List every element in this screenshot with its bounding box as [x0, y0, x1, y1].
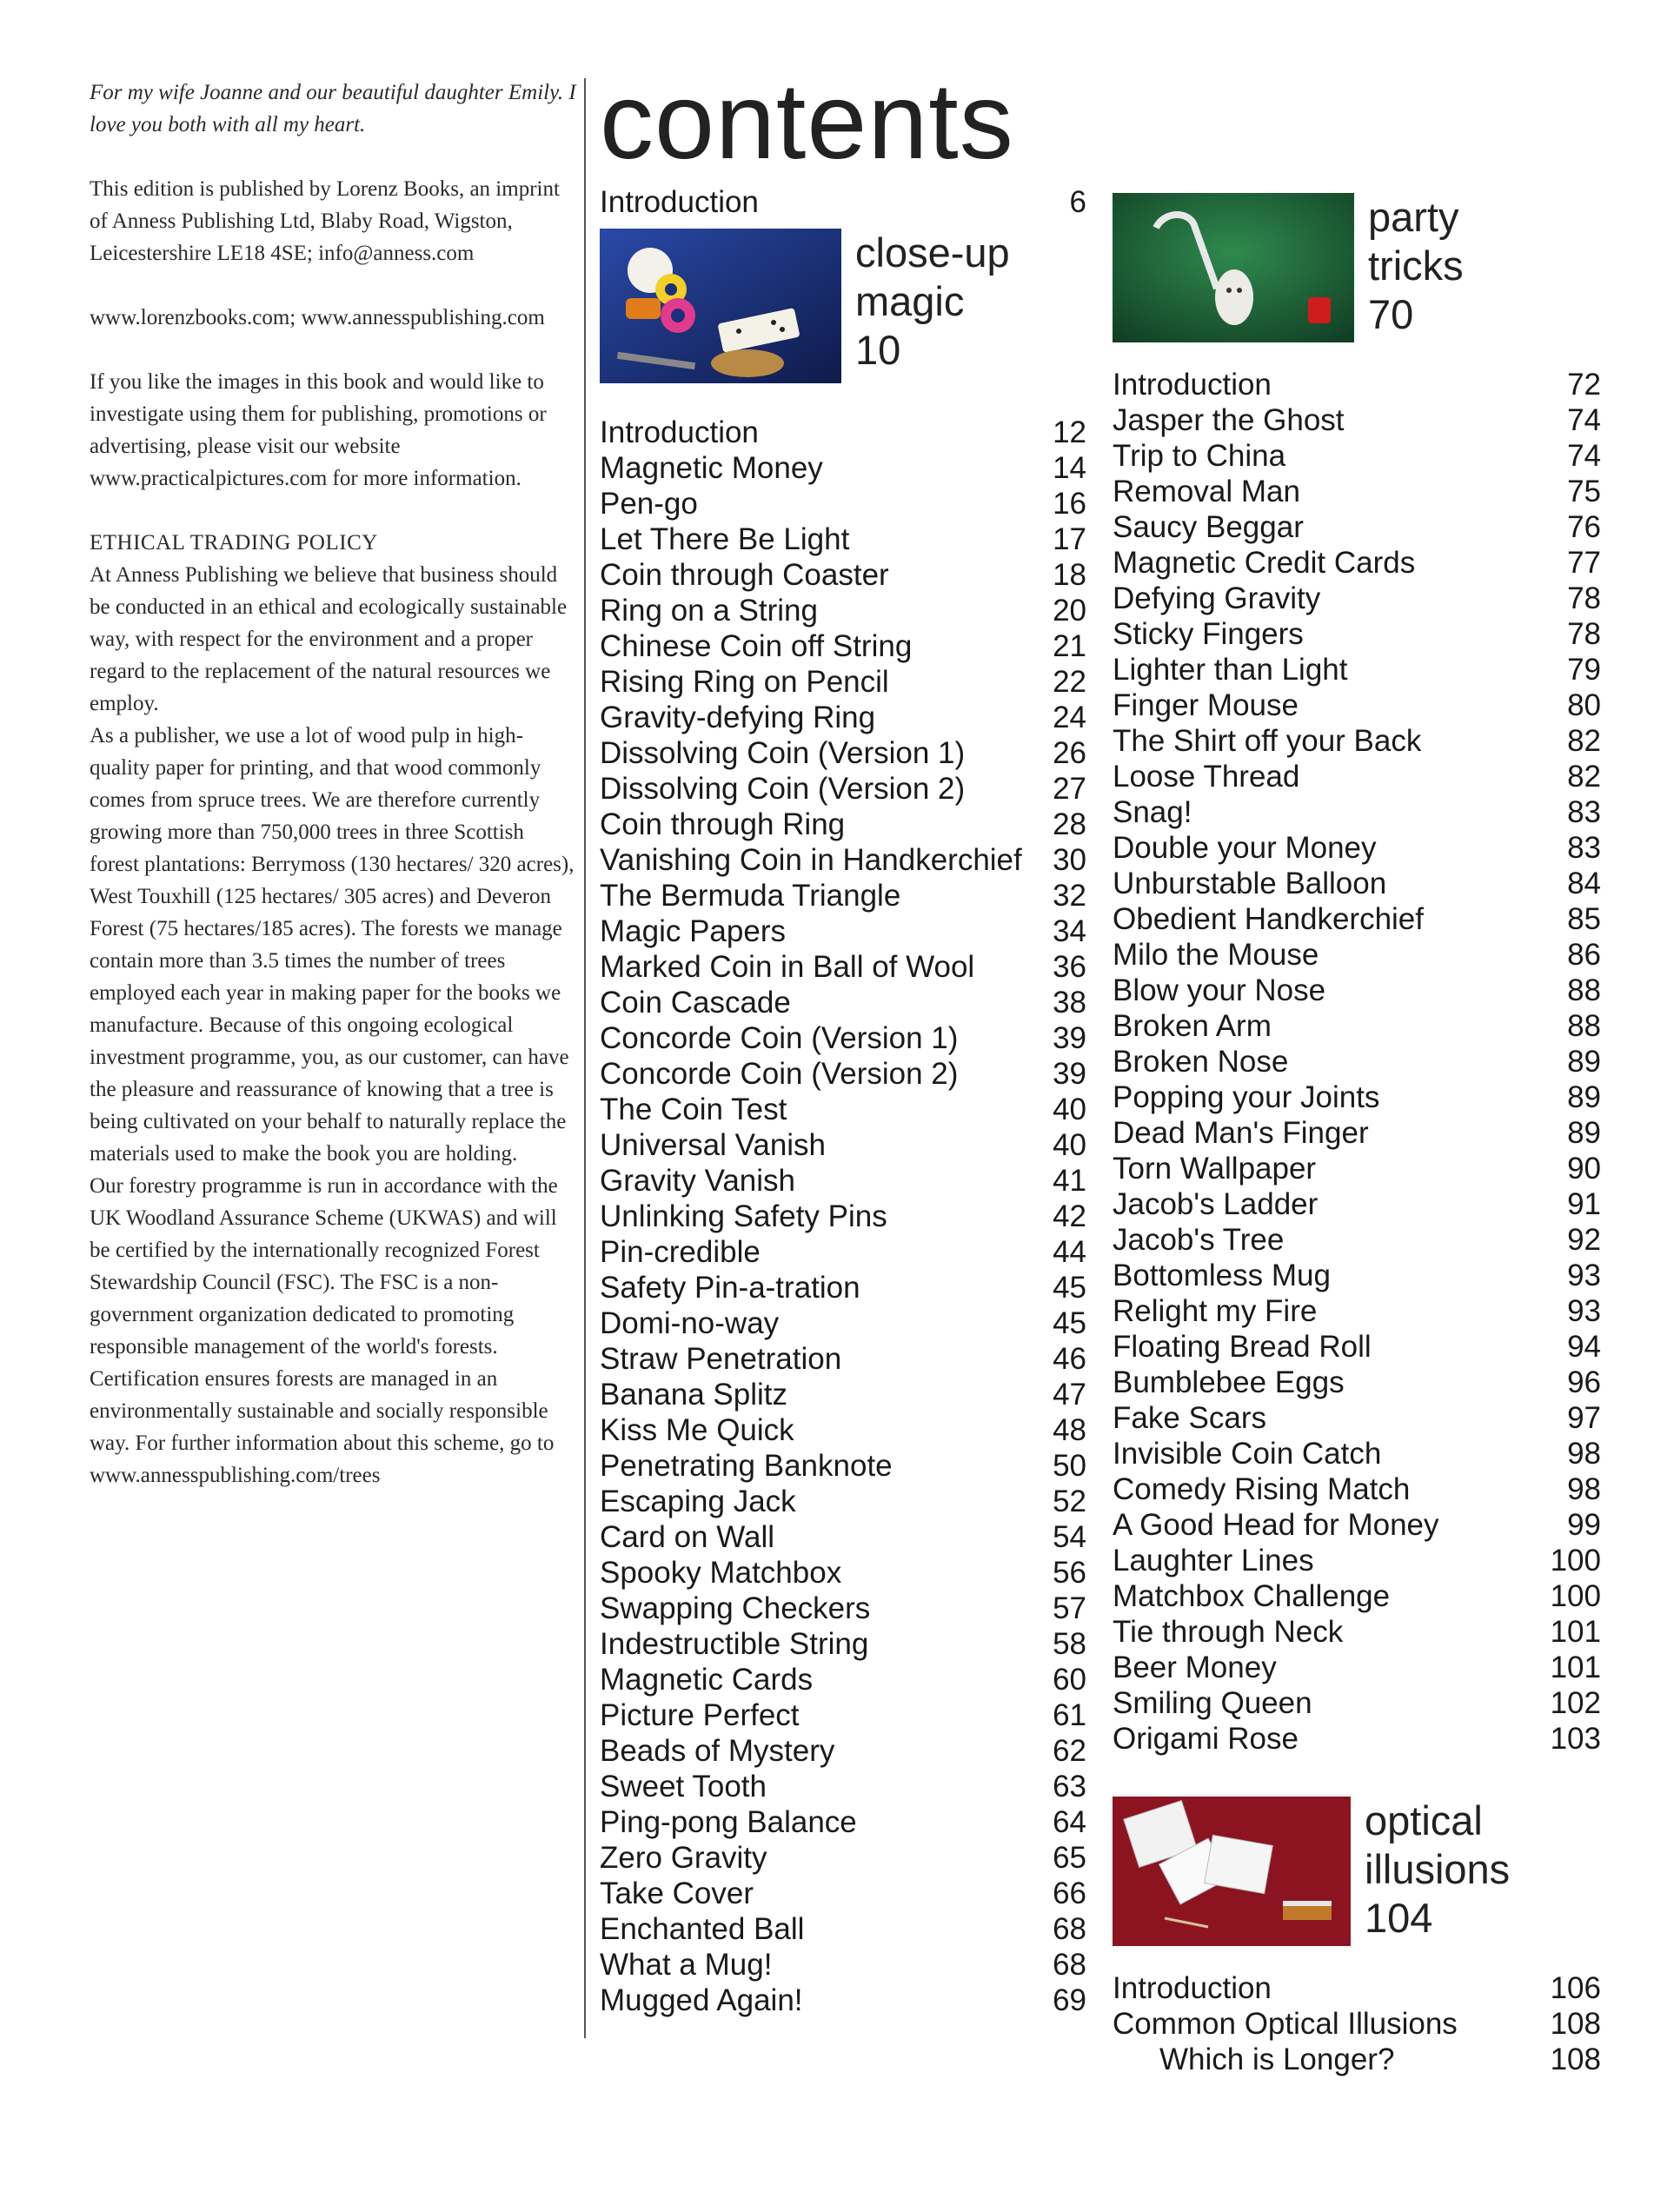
toc-entry[interactable]	[600, 1448, 1086, 1484]
entry-page: 40	[1053, 1128, 1086, 1162]
section-page: 104	[1365, 1895, 1433, 1941]
toc-entry[interactable]	[600, 1305, 1086, 1341]
entry-page: 97	[1567, 1401, 1601, 1435]
toc-entry[interactable]	[1113, 901, 1601, 937]
entry-title: Take Cover	[600, 1877, 754, 1910]
entry-page: 69	[1053, 1983, 1086, 2017]
contents-title: contents	[600, 62, 1014, 182]
entry-title: Straw Penetration	[600, 1342, 842, 1376]
entry-page: 40	[1053, 1093, 1086, 1126]
toc-entry[interactable]	[1113, 402, 1601, 438]
toc-entry[interactable]	[600, 807, 1086, 842]
toc-entry[interactable]	[1113, 1365, 1601, 1400]
entry-title: Sticky Fingers	[1113, 617, 1304, 651]
entry-page: 17	[1053, 522, 1086, 556]
entry-page: 108	[1550, 2043, 1601, 2076]
entry-page: 32	[1053, 879, 1086, 913]
policy-paragraph-1: At Anness Publishing we believe that business should be conducted in an ethical and ecologically sustainable way, with respect for the environment and a proper regard to the replacement of the natural resources we employ.	[90, 563, 568, 715]
entry-page: 91	[1567, 1187, 1601, 1221]
toc-entry[interactable]	[1113, 1044, 1601, 1079]
toc-entry[interactable]	[1113, 1400, 1601, 1436]
entry-page: 14	[1053, 451, 1086, 485]
images-note: If you like the images in this book and would like to investigate using them for publishing, promotions or advertising, please visit our website www.practicalpictures.com for more information.	[90, 370, 547, 490]
entry-page: 93	[1567, 1294, 1601, 1328]
entry-page: 89	[1567, 1080, 1601, 1114]
optical-illusions-entries	[1113, 1970, 1601, 2077]
toc-entry[interactable]	[600, 557, 1086, 593]
entry-page: 65	[1053, 1841, 1086, 1875]
entry-title: Domi-no-way	[600, 1306, 780, 1340]
entry-page: 78	[1567, 617, 1601, 651]
entry-page: 45	[1053, 1306, 1086, 1340]
entry-page: 88	[1567, 1009, 1601, 1043]
toc-entry[interactable]	[600, 1840, 1086, 1876]
toc-entry[interactable]	[600, 1377, 1086, 1412]
entry-page: 77	[1567, 546, 1601, 580]
entry-title: Chinese Coin off String	[600, 629, 913, 663]
toc-entry[interactable]	[1113, 794, 1601, 830]
entry-title: Origami Rose	[1113, 1722, 1299, 1756]
toc-entry[interactable]	[600, 1092, 1086, 1127]
entry-title: Swapping Checkers	[600, 1591, 871, 1625]
entry-title: Ping-pong Balance	[600, 1805, 857, 1839]
toc-entry[interactable]	[600, 1412, 1086, 1448]
entry-page: 68	[1053, 1912, 1086, 1946]
entry-page: 99	[1567, 1508, 1601, 1542]
entry-page: 48	[1053, 1413, 1086, 1447]
entry-page: 98	[1567, 1472, 1601, 1506]
toc-entry[interactable]	[600, 1519, 1086, 1555]
entry-title: Broken Nose	[1113, 1045, 1289, 1079]
toc-entry[interactable]	[600, 1662, 1086, 1697]
entry-page: 6	[1069, 185, 1086, 219]
entry-title: Defying Gravity	[1113, 581, 1321, 615]
entry-title: The Shirt off your Back	[1113, 724, 1422, 758]
toc-entry[interactable]	[600, 1056, 1086, 1092]
toc-entry[interactable]	[600, 521, 1086, 557]
publisher-info: This edition is published by Lorenz Books, an imprint of Anness Publishing Ltd, Blaby Road, Wigston, Leicestershire LE18 4SE; info@anness.com	[90, 177, 560, 265]
section-page: 10	[855, 327, 901, 373]
entry-page: 75	[1567, 475, 1601, 508]
entry-page: 83	[1567, 831, 1601, 865]
toc-entry[interactable]	[600, 1163, 1086, 1199]
entry-page: 66	[1053, 1877, 1086, 1910]
toc-entry[interactable]	[1113, 367, 1601, 402]
section-optical-illusions[interactable]	[1113, 1797, 1601, 1946]
toc-entry[interactable]	[600, 1911, 1086, 1947]
entry-title: Introduction	[600, 415, 759, 449]
entry-title: Vanishing Coin in Handkerchief	[600, 843, 1022, 877]
entry-title: Gravity Vanish	[600, 1164, 795, 1198]
section-heading: party tricks 70	[1368, 194, 1464, 337]
entry-page: 16	[1053, 487, 1086, 521]
entry-title: Mugged Again!	[600, 1983, 803, 2017]
entry-page: 44	[1053, 1235, 1086, 1269]
toc-entry[interactable]	[600, 985, 1086, 1020]
entry-page: 88	[1567, 973, 1601, 1007]
toc-entry[interactable]	[1113, 1471, 1601, 1507]
entry-title: Beads of Mystery	[600, 1734, 835, 1768]
entry-title: Universal Vanish	[600, 1128, 827, 1162]
entry-page: 96	[1567, 1365, 1601, 1399]
entry-title: Finger Mouse	[1113, 688, 1299, 722]
entry-title: Introduction	[1113, 368, 1272, 402]
toc-entry[interactable]	[600, 1484, 1086, 1519]
toc-entry[interactable]	[1113, 830, 1601, 866]
entry-title: Blow your Nose	[1113, 973, 1326, 1007]
entry-page: 78	[1567, 581, 1601, 615]
entry-title: Laughter Lines	[1113, 1544, 1314, 1578]
entry-page: 100	[1550, 1544, 1601, 1578]
entry-title: Obedient Handkerchief	[1113, 902, 1424, 936]
entry-title: Coin Cascade	[600, 986, 791, 1020]
toc-entry[interactable]	[1113, 1578, 1601, 1614]
entry-page: 50	[1053, 1449, 1086, 1483]
close-up-magic-photo	[600, 229, 841, 383]
entry-title: Double your Money	[1113, 831, 1377, 865]
toc-entry[interactable]	[1113, 1115, 1601, 1151]
toc-entry[interactable]	[600, 1983, 1086, 2018]
imprint-column	[90, 76, 576, 1491]
entry-page: 76	[1567, 510, 1601, 544]
toc-entry[interactable]	[1113, 438, 1601, 474]
toc-entry[interactable]	[1113, 973, 1601, 1008]
entry-page: 108	[1550, 2007, 1601, 2041]
entry-title: Magnetic Cards	[600, 1663, 814, 1697]
toc-entry[interactable]	[600, 1020, 1086, 1056]
entry-page: 27	[1053, 772, 1086, 806]
entry-title: Magnetic Credit Cards	[1113, 546, 1416, 580]
section-close-up-magic[interactable]	[600, 229, 1086, 383]
entry-title: Spooky Matchbox	[600, 1556, 842, 1590]
toc-entry[interactable]	[600, 1769, 1086, 1804]
entry-page: 26	[1053, 736, 1086, 770]
section-party-tricks[interactable]	[1113, 193, 1601, 342]
entry-page: 24	[1053, 701, 1086, 734]
entry-title: Matchbox Challenge	[1113, 1579, 1391, 1613]
party-tricks-entries	[1113, 367, 1601, 1757]
entry-title: Enchanted Ball	[600, 1912, 805, 1946]
entry-page: 94	[1567, 1330, 1601, 1364]
toc-entry[interactable]	[600, 1341, 1086, 1377]
entry-title: Introduction	[1113, 1971, 1272, 2005]
entry-page: 36	[1053, 950, 1086, 984]
toc-entry[interactable]	[600, 1947, 1086, 1983]
entry-title: Milo the Mouse	[1113, 938, 1319, 972]
entry-page: 54	[1053, 1520, 1086, 1554]
toc-entry[interactable]	[600, 878, 1086, 913]
entry-title: Sweet Tooth	[600, 1770, 767, 1803]
entry-page: 39	[1053, 1021, 1086, 1055]
entry-title: Magnetic Money	[600, 451, 823, 485]
toc-entry[interactable]	[600, 1555, 1086, 1591]
toc-entry-introduction[interactable]	[600, 184, 1086, 220]
toc-entry[interactable]	[600, 415, 1086, 450]
entry-title: Unlinking Safety Pins	[600, 1199, 887, 1233]
entry-page: 86	[1567, 938, 1601, 972]
toc-entry[interactable]	[1113, 2006, 1601, 2042]
entry-page: 18	[1053, 558, 1086, 592]
toc-entry[interactable]	[600, 1733, 1086, 1769]
toc-entry[interactable]	[1113, 1614, 1601, 1650]
toc-entry[interactable]	[1113, 688, 1601, 723]
entry-title: Loose Thread	[1113, 760, 1300, 794]
entry-page: 61	[1053, 1698, 1086, 1732]
entry-title: Removal Man	[1113, 475, 1300, 508]
toc-entry[interactable]	[1113, 1151, 1601, 1186]
entry-page: 89	[1567, 1045, 1601, 1079]
entry-page: 106	[1550, 1971, 1601, 2005]
toc-entry[interactable]	[1113, 1293, 1601, 1329]
toc-entry[interactable]	[600, 1127, 1086, 1163]
entry-title: Beer Money	[1113, 1651, 1277, 1684]
entry-title: Dead Man's Finger	[1113, 1116, 1369, 1150]
entry-page: 79	[1567, 653, 1601, 687]
entry-title: Escaping Jack	[600, 1485, 796, 1518]
entry-page: 103	[1550, 1722, 1601, 1756]
entry-page: 89	[1567, 1116, 1601, 1150]
column-divider	[584, 78, 586, 2038]
entry-page: 80	[1567, 688, 1601, 722]
policy-heading: ETHICAL TRADING POLICY	[90, 531, 378, 555]
entry-title: Concorde Coin (Version 1)	[600, 1021, 959, 1055]
entry-title: Unburstable Balloon	[1113, 867, 1387, 900]
entry-title: The Bermuda Triangle	[600, 879, 901, 913]
toc-entry[interactable]	[600, 628, 1086, 664]
toc-entry[interactable]	[600, 1234, 1086, 1270]
toc-entry[interactable]	[600, 913, 1086, 949]
entry-title: Ring on a String	[600, 594, 818, 628]
toc-entry[interactable]	[1113, 1079, 1601, 1115]
entry-title: Coin through Ring	[600, 807, 846, 841]
entry-page: 102	[1550, 1686, 1601, 1720]
toc-entry[interactable]	[1113, 509, 1601, 545]
entry-title: Snag!	[1113, 795, 1192, 829]
section-page: 70	[1368, 291, 1414, 337]
toc-entry[interactable]	[1113, 1650, 1601, 1685]
party-tricks-photo	[1113, 193, 1354, 342]
toc-entry[interactable]	[600, 593, 1086, 628]
entry-page: 85	[1567, 902, 1601, 936]
toc-entry[interactable]	[600, 700, 1086, 735]
toc-entry[interactable]	[1113, 1543, 1601, 1578]
entry-page: 38	[1053, 986, 1086, 1020]
entry-title: Pin-credible	[600, 1235, 761, 1269]
entry-page: 101	[1550, 1615, 1601, 1649]
toc-entry[interactable]	[1113, 474, 1601, 509]
entry-title: Smiling Queen	[1113, 1686, 1312, 1720]
toc-entry[interactable]	[600, 1199, 1086, 1234]
publisher-websites: www.lorenzbooks.com; www.annesspublishing.com	[90, 306, 545, 329]
optical-illusions-photo	[1113, 1797, 1351, 1946]
toc-entry[interactable]	[1113, 1970, 1601, 2006]
entry-page: 28	[1053, 807, 1086, 841]
toc-entry[interactable]	[1113, 581, 1601, 616]
entry-title: Fake Scars	[1113, 1401, 1266, 1435]
entry-title: Pen-go	[600, 487, 698, 521]
entry-page: 90	[1567, 1152, 1601, 1186]
entry-title: Dissolving Coin (Version 2)	[600, 772, 966, 806]
entry-title: Relight my Fire	[1113, 1294, 1318, 1328]
toc-entry[interactable]	[600, 771, 1086, 807]
toc-entry[interactable]	[600, 1626, 1086, 1662]
entry-title: What a Mug!	[600, 1948, 773, 1982]
toc-entry[interactable]	[1113, 1329, 1601, 1365]
entry-title: Picture Perfect	[600, 1698, 800, 1732]
entry-title: Marked Coin in Ball of Wool	[600, 950, 975, 984]
entry-page: 30	[1053, 843, 1086, 877]
entry-title: Penetrating Banknote	[600, 1449, 893, 1483]
entry-page: 92	[1567, 1223, 1601, 1257]
toc-entry[interactable]	[1113, 866, 1601, 901]
toc-entry[interactable]	[1113, 1436, 1601, 1471]
entry-title: Coin through Coaster	[600, 558, 889, 592]
toc-entry[interactable]	[1113, 1685, 1601, 1721]
entry-page: 41	[1053, 1164, 1086, 1198]
entry-title: Common Optical Illusions	[1113, 2007, 1458, 2041]
entry-page: 22	[1053, 665, 1086, 699]
entry-page: 20	[1053, 594, 1086, 628]
entry-page: 58	[1053, 1627, 1086, 1661]
entry-page: 82	[1567, 724, 1601, 758]
entry-title: Which is Longer?	[1159, 2043, 1395, 2076]
policy-paragraph-3: Our forestry programme is run in accordance with the UK Woodland Assurance Scheme (UKWAS) and will be certified by the internationally recognized Forest Stewardship Council (FSC). The FSC is a non-government organization dedicated to promoting responsible management of the world's forests. Certification ensures forests are managed in an environmentally sustainable and socially responsible way. For further information about this scheme, go to www.annesspublishing.com/trees	[90, 1174, 558, 1487]
entry-page: 100	[1550, 1579, 1601, 1613]
entry-title: Concorde Coin (Version 2)	[600, 1057, 959, 1091]
entry-page: 82	[1567, 760, 1601, 794]
entry-title: Invisible Coin Catch	[1113, 1437, 1382, 1471]
entry-page: 68	[1053, 1948, 1086, 1982]
entry-page: 56	[1053, 1556, 1086, 1590]
entry-title: Dissolving Coin (Version 1)	[600, 736, 966, 770]
toc-entry[interactable]	[1113, 1008, 1601, 1044]
entry-page: 83	[1567, 795, 1601, 829]
entry-title: Popping your Joints	[1113, 1080, 1380, 1114]
toc-entry[interactable]	[1113, 1222, 1601, 1258]
entry-page: 74	[1567, 403, 1601, 437]
entry-page: 101	[1550, 1651, 1601, 1684]
entry-title: Jasper the Ghost	[1113, 403, 1345, 437]
toc-entry[interactable]	[1113, 723, 1601, 759]
entry-page: 93	[1567, 1259, 1601, 1292]
entry-title: Saucy Beggar	[1113, 510, 1304, 544]
entry-page: 63	[1053, 1770, 1086, 1803]
toc-entry[interactable]	[1113, 652, 1601, 688]
entry-title: Gravity-defying Ring	[600, 701, 876, 734]
dedication: For my wife Joanne and our beautiful daughter Emily. I love you both with all my heart.	[90, 81, 576, 136]
entry-title: Floating Bread Roll	[1113, 1330, 1372, 1364]
toc-entry[interactable]	[600, 1804, 1086, 1840]
toc-column-1	[600, 184, 1086, 2018]
toc-entry[interactable]	[600, 735, 1086, 771]
policy-paragraph-2: As a publisher, we use a lot of wood pulp in high-quality paper for printing, and that wood commonly comes from spruce trees. We are therefore currently growing more than 750,000 trees in three Scottish forest plantations: Berrymoss (130 hectares/ 320 acres), West Touxhill (125 hectares/ 305 acres) and Deveron Forest (75 hectares/185 acres). The forests we manage contain more than 3.5 times the number of trees employed each year in making paper for the books we manufacture. Because of this ongoing ecological investment programme, you, as our customer, can have the pleasure and reassurance of knowing that a tree is being cultivated on your behalf to naturally replace the materials used to make the book you are holding.	[90, 724, 575, 1166]
toc-column-2	[1113, 193, 1601, 2077]
entry-page: 98	[1567, 1437, 1601, 1471]
entry-title: Introduction	[600, 185, 759, 219]
entry-title: Indestructible String	[600, 1627, 869, 1661]
entry-page: 12	[1053, 415, 1086, 449]
toc-entry[interactable]	[1113, 545, 1601, 581]
entry-title: The Coin Test	[600, 1093, 787, 1126]
toc-entry[interactable]	[600, 450, 1086, 486]
close-up-entries	[600, 415, 1086, 2018]
entry-title: Bottomless Mug	[1113, 1259, 1331, 1292]
entry-title: Tie through Neck	[1113, 1615, 1344, 1649]
entry-page: 64	[1053, 1805, 1086, 1839]
toc-entry[interactable]	[600, 486, 1086, 521]
toc-entry[interactable]	[1113, 1186, 1601, 1222]
entry-title: Torn Wallpaper	[1113, 1152, 1317, 1186]
entry-title: Safety Pin-a-tration	[600, 1271, 860, 1305]
entry-title: Comedy Rising Match	[1113, 1472, 1411, 1506]
toc-entry[interactable]	[600, 1697, 1086, 1733]
entry-title: Lighter than Light	[1113, 653, 1348, 687]
entry-title: Broken Arm	[1113, 1009, 1272, 1043]
entry-page: 52	[1053, 1485, 1086, 1518]
entry-title: Banana Splitz	[600, 1378, 787, 1412]
entry-title: Card on Wall	[600, 1520, 774, 1554]
section-heading: close-up magic 10	[855, 229, 1010, 373]
entry-page: 21	[1053, 629, 1086, 663]
toc-entry[interactable]	[1113, 759, 1601, 794]
entry-page: 62	[1053, 1734, 1086, 1768]
entry-page: 74	[1567, 439, 1601, 473]
toc-entry[interactable]	[1113, 616, 1601, 652]
entry-title: A Good Head for Money	[1113, 1508, 1439, 1542]
toc-entry[interactable]	[1113, 1507, 1601, 1543]
toc-entry[interactable]	[600, 949, 1086, 985]
toc-entry[interactable]	[600, 1591, 1086, 1626]
toc-entry[interactable]	[1113, 1258, 1601, 1293]
entry-page: 39	[1053, 1057, 1086, 1091]
entry-page: 46	[1053, 1342, 1086, 1376]
toc-entry[interactable]	[600, 1876, 1086, 1911]
entry-title: Kiss Me Quick	[600, 1413, 794, 1447]
toc-entry[interactable]	[600, 842, 1086, 878]
entry-page: 42	[1053, 1199, 1086, 1233]
section-heading: optical illusions 104	[1365, 1797, 1511, 1941]
entry-title: Bumblebee Eggs	[1113, 1365, 1345, 1399]
entry-page: 47	[1053, 1378, 1086, 1412]
toc-entry[interactable]	[1113, 937, 1601, 973]
entry-page: 45	[1053, 1271, 1086, 1305]
entry-title: Jacob's Ladder	[1113, 1187, 1319, 1221]
entry-title: Magic Papers	[600, 914, 786, 948]
entry-title: Trip to China	[1113, 439, 1286, 473]
entry-title: Let There Be Light	[600, 522, 850, 556]
toc-entry[interactable]	[1113, 2042, 1601, 2077]
toc-entry[interactable]	[600, 664, 1086, 700]
entry-title: Rising Ring on Pencil	[600, 665, 889, 699]
entry-page: 72	[1567, 368, 1601, 402]
entry-page: 60	[1053, 1663, 1086, 1697]
entry-title: Zero Gravity	[600, 1841, 767, 1875]
toc-entry[interactable]	[1113, 1721, 1601, 1757]
entry-page: 57	[1053, 1591, 1086, 1625]
entry-title: Jacob's Tree	[1113, 1223, 1285, 1257]
entry-page: 34	[1053, 914, 1086, 948]
entry-page: 84	[1567, 867, 1601, 900]
toc-entry[interactable]	[600, 1270, 1086, 1305]
ethical-trading-policy	[90, 527, 576, 1491]
